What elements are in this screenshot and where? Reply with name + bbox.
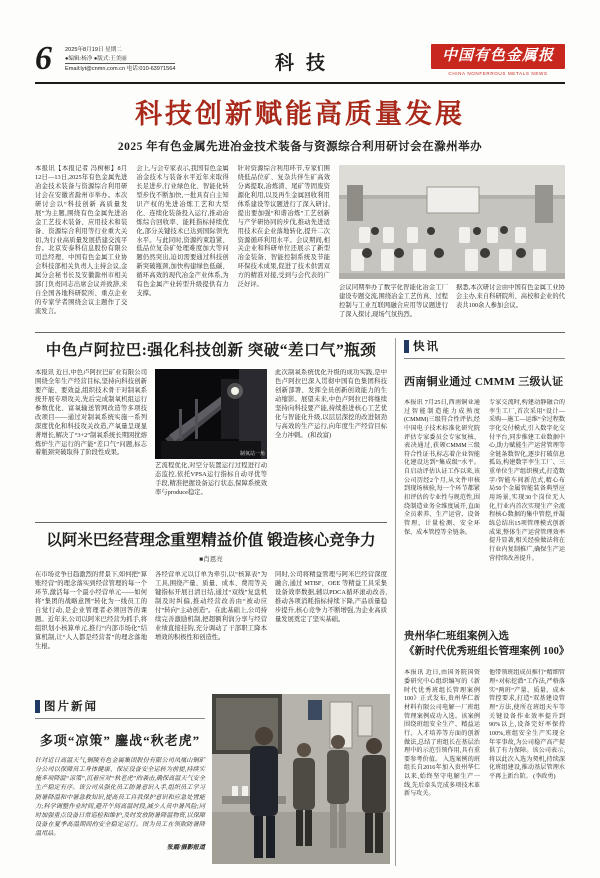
lead-photo-block	[339, 165, 565, 345]
mid-article	[35, 338, 387, 521]
night-plant-photo-wrap	[155, 369, 267, 459]
conference-photo	[339, 165, 565, 279]
mid-headline: 中色卢阿拉巴:强化科技创新 突破“差口气”瓶颈	[45, 342, 377, 359]
contact-line: Email:lyt@cnmn.com.cn 电话:010-63971564	[65, 63, 175, 74]
issue-date: 2025年8月19日 星期二	[65, 47, 122, 53]
photo-news-body: 针对近日高温天气,铜陵有色金属集团股份有限公司凤凰山铜矿分公司以保障员工身体健康、保证设备安全运转为前提,持续实施多项降温“凉策”,沉着应对“秋老虎”的袭击,确保高温天气安全生产稳定有序。该公司从强化员工防暑意识入手,组织员工学习防暑降温和中暑急救知识,提高员工自我保护意识和应急处置能力;科学调整作业时间,避开午间高温时段,减少人员中暑风险;同时加强重点设备日常巡检和维护,及时发放防暑降温物资,以保障设备在夏季高温期间的安全稳定运行。图为员工在领取防暑降温用品。	[35, 758, 205, 838]
section-bar-icon	[404, 340, 409, 353]
guizhou-headline-line2: 《新时代优秀班组长管理案例 100》	[404, 645, 570, 657]
divider-top	[35, 332, 565, 333]
lead-subheadline: 2025 年有色金属先进冶金技术装备与资源综合利用研讨会在滁州举办	[117, 141, 483, 153]
section-title: 科技	[274, 53, 338, 74]
masthead-logo: 中国有色金属报	[431, 44, 565, 69]
lead-column-1: 本报讯【本报记者 冯树彬】8月12日—13日,2025年有色金属先进冶金技术装备与资源综合利用研讨会在安徽省滁州市举办。本次研讨会以“科技创新 高质量发展”为主题,围绕有色金属先进冶金工艺技术装备、应用技术和装备、资源综合利用等行业重大关切,为行业高质量发展搭建交流平台。北京安泰科信息股份有限公司总经理、中国有色金属工业协会科技部相关负责人主持会议,金属分会秘书长及安徽滁州市相关部门负责同志出席会议并致辞,来自全国各地科研院所、重点企业的专家学者围绕会议主题作了交流发言。	[35, 165, 128, 315]
lead-article	[35, 92, 565, 345]
lead-photo-columns	[339, 284, 565, 345]
guizhou-headline-line1: 贵州华仁班组案例入选	[404, 631, 509, 642]
photo-news-section	[35, 698, 205, 851]
lead-column-2: 会上,与会专家表示,我国有色金属冶金技术与装备水平近年来取得长足进步,行业绿色化、智能化转型步伐不断加快,一批具有自主知识产权的先进冶炼工艺和大型化、连续化装备投入运行,推动冶炼综合回收率、能耗指标持续优化,部分关键技术已达到国际领先水平。与此同时,资源约束趋紧、低品位复杂矿处理难度加大等问题仍然突出,迫切需要通过科技创新突破瓶颈,加快构建绿色低碳、循环高效的现代冶金产业体系,为有色金属产业转型升级提供有力支撑。	[136, 165, 229, 298]
amoeba-byline: ■肖恩亮	[199, 556, 223, 563]
brief-section	[404, 338, 565, 595]
amoeba-body	[35, 571, 387, 689]
masthead	[431, 44, 565, 76]
mid-column-1: 本报讯 近日,中色卢阿拉巴矿业有限公司围绕全年生产经营目标,坚持向科技创新要产能、要效益,组织技术骨干对制氧系统开展专项攻关,先后完成制氧机组运行参数优化、富氧输送管网改造等多项技改项目——通过对制氧系统实施一系列深度优化和科技攻关改造,产氧量呈现显著增长,解决了“3+2”制氧系统长期困扰熔炼炉生产运行的产能“差口气”问题,标志着瓶颈突破取得了阶段性成果。	[35, 369, 147, 457]
amoeba-column-3: 同时,公司将精益管理与阿米巴经营深度融合,通过 MTBF、OEE 等精益工具采集设备效率数据,辅以PDCA循环滚动改善,推动各项消耗指标持续下降,产品质量稳步提升,核心竞争力不断增强,为企业高质量发展奠定了坚实基础。	[275, 571, 387, 623]
guizhou-body	[404, 669, 565, 847]
page-number: 6	[35, 40, 52, 77]
photo-news-label-row	[35, 698, 205, 719]
section-bar-icon	[35, 700, 40, 713]
mid-photo-caption: 制氧站一角	[239, 451, 265, 457]
brief-headline: 西南铜业通过 CMMM 三级认证	[404, 376, 564, 388]
amoeba-headline: 以阿米巴经营理念重塑精益价值 锻造核心竞争力	[46, 532, 376, 549]
lead-body	[35, 165, 565, 345]
mid-column-2-text: 艺流程优化,对空分装置运行过程进行动态监控,依托VPSA运行指标自动寻优等手段,精准把握设备运行状态,保障系统效率与produce稳定。	[155, 462, 267, 496]
issue-meta	[65, 46, 175, 74]
page-header	[35, 40, 565, 84]
lead-headline: 科技创新赋能高质量发展	[135, 99, 465, 129]
amoeba-column-2: 各经营单元以订单为牵引,以“核算表”为工具,围绕产量、质量、成本、费用等关键指标开展日清日结,通过“双线”复盘机制及时纠偏,推动经营改善由“被动应付”转向“主动创造”。在此基础上,公司持续完善激励机制,把超额利润分享与经营业绩直接挂钩,充分调动了干部职工降本增效的积极性和创造性。	[155, 571, 267, 641]
lead-column-5: 据悉,本次研讨会由中国有色金属工业协会主办,来自科研院所、高校和企业的代表共100余人参加会议。	[455, 284, 565, 309]
guizhou-column-2: 他带领班组成员推行“精细管理+对标挖潜”工作法,严格落实“两班”产量、质量、成本管控要求,打造“双基建设管理”方法,使所在班组天车等关键设备作业效率提升到90%以上,设备完好率保持100%,班组安全生产实现全年零事故,为公司稳产高产提供了有力保障。该公司表示,将以此次入选为契机,持续深化班组建设,推动基层管理水平再上新台阶。 (李政勇)	[489, 670, 565, 781]
guizhou-column-1: 本报讯 近日,由国务院国资委研究中心组织编写的《新时代优秀班组长管理案例100》正式发布,贵州华仁新材料有限公司电解一厂班组管理案例成功入选。该案例围绕班组安全生产、精益运行、人才培养等方面的创新做法,总结了班组长在基层治理中的示范引领作用,具有重要参考价值。 入选案例的班组长自2016年加入贵州华仁以来,始终坚守电解生产一线,先后牵头完成多项技术革新与攻关。	[404, 670, 480, 798]
mid-body	[35, 369, 387, 521]
divider-mid	[35, 522, 387, 523]
guizhou-article	[404, 630, 570, 847]
guizhou-headline	[404, 630, 570, 659]
brief-column-1: 本报讯 7月25日,西南铜业通过智能制造能力成熟度(CMMM)三级符合性评估,经中国电子技术标准化研究院评估专家委员会专家复核、表决通过,获颁CMMM三级符合性证书,标志着企业智能化建设达到“集成级”水平。 自启动评估认证工作以来,该公司历经2个月,从文件审核到现场核验,每一个环节都紧扣评估的专业性与规范性,围绕制造业务全维度展开,直面全员素养、生产运营、设备管理、计量检测、安全环保、成本管控等全链条。	[404, 400, 480, 536]
lead-column-3: 针对资源综合利用环节,专家们围绕低品位矿、复杂共伴生矿高效分离提取,冶炼渣、尾矿等固废资源化利用,以及再生金属回收利用体系建设等议题进行了深入研讨,提出要加强“和谐冶炼”工艺创新与产学研协同的步伐,推动先进适用技术在企业落地转化,提升二次资源循环利用水平。会议期间,相关企业和科研单位还展示了新型冶金装备、智能控制系统及节能环保技术成果,促进了技术供需双方的精准对接,受到与会代表的广泛好评。	[237, 165, 330, 289]
mid-column-2	[155, 369, 267, 521]
night-plant-photo	[155, 369, 267, 459]
vertical-divider	[395, 338, 396, 866]
brief-column-2: 专家交流时,构建动静融合的孪生工厂,首次采用“设计—采购—施工—运维”全过程数字化交付模式,引入数字化交付平台,同步推建工业数据中心,助力赋能生产运营管理等全链条数智化,逐步打破信息孤岛,构建数字孪生工厂、三重单位生产组织模式,打造数字/智能车间新范式,精心布局50个金属智能装备典型应用场景,实现30个岗位无人化,行业内首次实现生产全流程核心数据的集中管控,并凝练总结出15项管理模式创新成果,整体生产运营管理效率提升显著,相关经验做法将在行业内复制推广,确保生产运营持续改善提升。	[489, 400, 565, 562]
photo-credit: 张霞/摄影报道	[166, 845, 205, 852]
brief-label-row	[404, 338, 565, 359]
mid-column-3: 此次制氧系统优化升级的成功实践,是中色卢阿拉巴深入贯彻中国有色集团科技创新部署、发挥全员创新创效能力的生动缩影。展望未来,中色卢阿拉巴将继续坚持向科技要产能,持续推进核心工艺优化与智能化升级,以层层深挖的改进韧劲与高效的生产运行,向年度生产经营目标全力冲刺。 (和改富)	[275, 369, 387, 439]
amoeba-column-1: 在市场竞争日趋激烈的背景下,如何把“算账经营”的理念落实到经营管理的每一个环节,激活每一个最小经营单元——如何将“集团的战略意图”转化为一线员工的自觉行动,是企业管理者必须回答的课题。近年来,公司以阿米巴经营为抓手,将组织划小核算单元,推行“内部市场化”结算机制,让“人人都是经营者”的理念落地生根。	[35, 571, 147, 650]
photo-news-headline: 多项“凉策” 鏖战“秋老虎”	[39, 733, 201, 748]
brief-body	[404, 399, 565, 595]
masthead-english: CHINA NONFERROUS METALS NEWS	[448, 71, 548, 76]
lead-column-4: 会议同期举办了数字化智能化冶金工厂建设专题交流,围绕冶金工艺仿真、过程控制与工业互联网融合应用等议题进行了深入探讨,现场气氛热烈。	[338, 284, 448, 318]
editor-line: ●编辑:杨净 ●版式:王美丽	[65, 55, 127, 62]
staff-photo	[212, 694, 390, 864]
brief-label: 快讯	[413, 341, 440, 353]
photo-news-label: 图片新闻	[44, 701, 98, 713]
amoeba-article	[35, 528, 387, 689]
